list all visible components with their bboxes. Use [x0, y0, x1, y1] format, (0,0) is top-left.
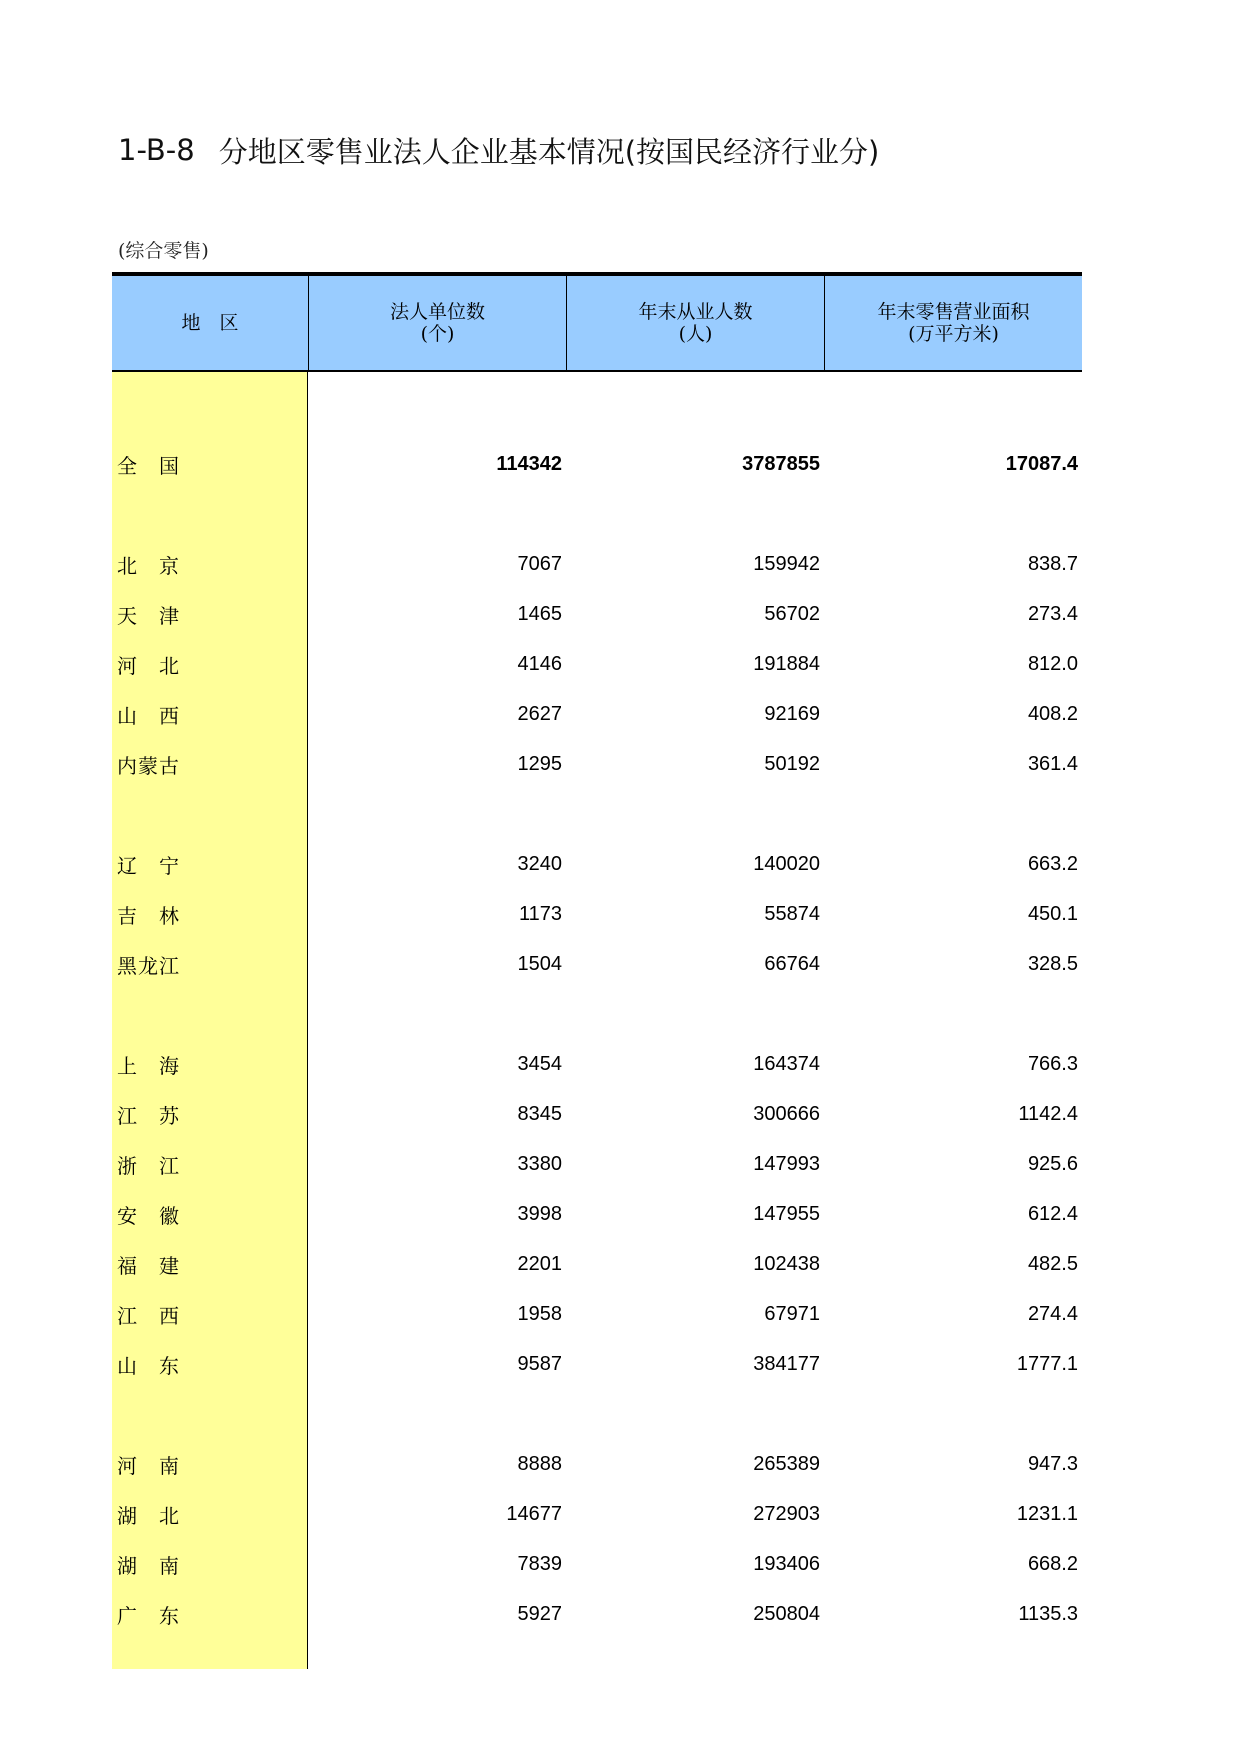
header-employees: 年末从业人数 (人)	[566, 276, 824, 370]
table-row: 安 徽 3998 147955 612.4	[117, 1202, 1078, 1228]
table-row: 吉 林 1173 55874 450.1	[117, 902, 1078, 928]
table-row: 黑龙江 1504 66764 328.5	[117, 952, 1078, 978]
table-body	[112, 372, 1082, 1669]
table-header	[112, 272, 1082, 372]
table-row: 河 北 4146 191884 812.0	[117, 652, 1078, 678]
table-row: 江 苏 8345 300666 1142.4	[117, 1102, 1078, 1128]
table-row: 天 津 1465 56702 273.4	[117, 602, 1078, 628]
table-row: 湖 北 14677 272903 1231.1	[117, 1502, 1078, 1528]
data-table	[112, 272, 1082, 1669]
table-row: 广 东 5927 250804 1135.3	[117, 1602, 1078, 1628]
page-title	[118, 128, 879, 172]
table-subtitle: (综合零售)	[118, 240, 209, 262]
header-area: 年末零售营业面积 (万平方米)	[824, 276, 1082, 370]
table-code: 1-B-8	[118, 133, 195, 167]
table-row: 江 西 1958 67971 274.4	[117, 1302, 1078, 1328]
table-row: 上 海 3454 164374 766.3	[117, 1052, 1078, 1078]
table-row: 北 京 7067 159942 838.7	[117, 552, 1078, 578]
table-row: 辽 宁 3240 140020 663.2	[117, 852, 1078, 878]
table-row: 湖 南 7839 193406 668.2	[117, 1552, 1078, 1578]
table-row-total: 全 国 114342 3787855 17087.4	[117, 452, 1078, 478]
table-row: 山 东 9587 384177 1777.1	[117, 1352, 1078, 1378]
table-row: 山 西 2627 92169 408.2	[117, 702, 1078, 728]
table-row: 浙 江 3380 147993 925.6	[117, 1152, 1078, 1178]
table-row: 内蒙古 1295 50192 361.4	[117, 752, 1078, 778]
header-units: 法人单位数 (个)	[308, 276, 566, 370]
table-row: 河 南 8888 265389 947.3	[117, 1452, 1078, 1478]
header-region: 地 区	[181, 312, 239, 334]
table-row: 福 建 2201 102438 482.5	[117, 1252, 1078, 1278]
table-title: 分地区零售业法人企业基本情况(按国民经济行业分)	[218, 134, 880, 169]
